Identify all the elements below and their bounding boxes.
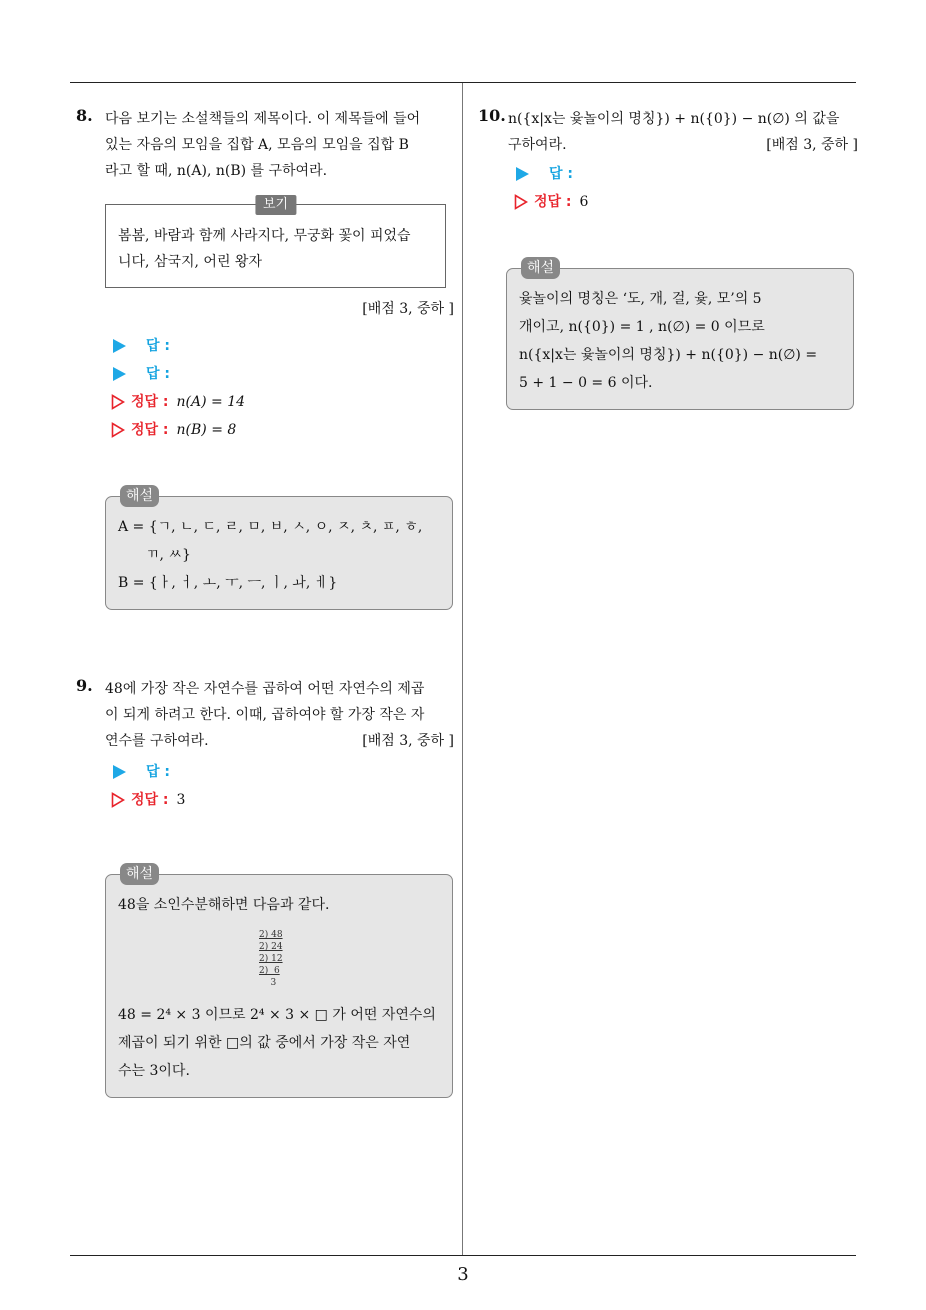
outline-triangle-icon [514,194,528,210]
problem-9 [76,676,454,1098]
answer-line[interactable]: 답 : [514,160,858,188]
solution-box: 해설 윷놀이의 명칭은 ‘도, 개, 걸, 윷, 모’의 5 개이고, n({0}) = 1 , n(∅) = 0 이므로 n({x|x는 윷놀이의 명칭}) + n({0}) − n(∅) = 5 + 1 − 0 = 6 이다. [506,268,854,410]
play-triangle-icon [113,339,126,353]
solution-box: 해설 A = {ㄱ, ㄴ, ㄷ, ㄹ, ㅁ, ㅂ, ㅅ, ㅇ, ㅈ, ㅊ, ㅍ, ㅎ, ㄲ, ㅆ} B = {ㅏ, ㅓ, ㅗ, ㅜ, ㅡ, ㅣ, ㅘ, ㅔ} [105,496,453,610]
outline-triangle-icon [111,422,125,438]
solution-box: 해설 48을 소인수분해하면 다음과 같다. 2) 48 2) 24 2) 12 2) 6 3 48 = 2⁴ × 3 이므로 2⁴ × 3 × □ 가 어떤 자연수의 제곱이 되기 위한 □의 값 중에서 가장 작은 자연 수는 3이다. [105,874,453,1098]
page-number: 3 [457,1264,469,1285]
score: [배점 3, 중하 ] [362,733,454,749]
question-text: 다음 보기는 소설책들의 제목이다. 이 제목들에 들어 있는 자음의 모임을 집합 A, 모음의 모임을 집합 B 라고 할 때, n(A), n(B) 를 구하여라. [105,111,421,179]
bogi-box: 보기 봄봄, 바람과 함께 사라지다, 무궁화 꽃이 피었습 니다, 삼국지, 어린 왕자 [105,204,446,288]
outline-triangle-icon [111,792,125,808]
question-text: 48에 가장 작은 자연수를 곱하여 어떤 자연수의 제곱 이 되게 하려고 한다. 이때, 곱하여야 할 가장 작은 자 연수를 구하여라. [배점 3, 중하 ] [105,676,454,754]
problem-10 [478,106,858,410]
problem-number: 9. [76,676,93,695]
footer-rule [70,1255,856,1256]
answer-line[interactable]: 답 : [111,332,454,360]
correct-answer-line: 정답 : n(A) = 14 [111,388,454,416]
outline-triangle-icon [111,394,125,410]
correct-answer-line: 정답 : 3 [111,786,454,814]
score: [배점 3, 중하 ] [766,137,858,153]
problem-8 [76,106,454,610]
column-divider [462,83,463,1255]
prime-factorization-ladder: 2) 48 2) 24 2) 12 2) 6 3 [259,930,283,988]
problem-number: 10. [478,106,506,125]
header-rule [70,82,856,83]
answer-line[interactable]: 답 : [111,360,454,388]
correct-answer-line: 정답 : n(B) = 8 [111,416,454,444]
question-text: n({x|x는 윷놀이의 명칭}) + n({0}) − n(∅) 의 값을 구하여라. [배점 3, 중하 ] [508,106,858,158]
problem-number: 8. [76,106,93,125]
score: [배점 3, 중하 ] [362,301,454,317]
answer-line[interactable]: 답 : [111,758,454,786]
correct-answer-line: 정답 : 6 [514,188,858,216]
solution-tag: 해설 [120,485,159,507]
play-triangle-icon [516,167,529,181]
solution-tag: 해설 [120,863,159,885]
solution-tag: 해설 [521,257,560,279]
play-triangle-icon [113,367,126,381]
bogi-tag: 보기 [255,195,296,215]
play-triangle-icon [113,765,126,779]
